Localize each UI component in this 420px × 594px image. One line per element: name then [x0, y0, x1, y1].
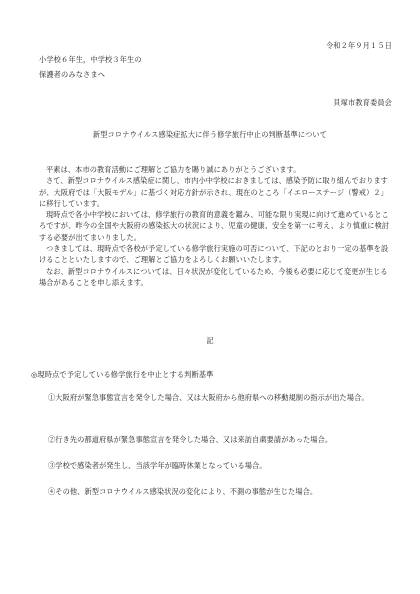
sender-name: 貝塚市教育委員会 — [333, 98, 392, 107]
criteria-item: ④その他、新型コロナウイルス感染状況の変化により、不測の事態が生じた場合。 — [48, 487, 318, 496]
recipient-line-1: 小学校６年生，中学校３年生の — [39, 55, 142, 64]
paragraph: つきましては、現時点で各校が予定している修学旅行実施の可否について、下記のとおり一定の基準を設けることといたしますので、ご理解とご協力をよろしくお願いいたします。 — [39, 244, 389, 265]
paragraph: なお、新型コロナウイルスについては、日々状況が変化しているため、今後も必要に応じて変更が生じる場合があることを申し添えます。 — [39, 266, 388, 287]
paragraph: さて、新型コロナウイルス感染症に関し、市内小中学校におきましては、感染予防に取り組んでおりますが、大阪府では「大阪モデル」に基づく対応方針が示され、現在のところ「イエローステージ（警戒）２」に移行しています。 — [39, 176, 388, 208]
document-date: 令和２年９月１５日 — [325, 41, 392, 50]
ki-heading: 記 — [206, 336, 214, 345]
document-title: 新型コロナウイルス感染症拡大に伴う修学旅行中止の判断基準について — [92, 130, 328, 139]
criteria-item: ③学校で感染者が発生し、当該学年が臨時休業となっている場合。 — [48, 461, 267, 470]
paragraph: 現時点で各小中学校においては、修学旅行の教育的意義を鑑み、可能な限り実現に向けて進めているところですが、昨今の全国や大阪府の感染拡大の状況により、児童の健康、安全を第一に考え、より慎重に検討する必要が出てまいりました。 — [39, 210, 390, 242]
criteria-item: ②行き先の都道府県が緊急事態宣言を発令した場合、又は来訪自粛要請があった場合。 — [48, 435, 333, 444]
paragraph: 平素は、本市の教育活動にご理解とご協力を賜り誠にありがとうございます。 — [46, 165, 301, 174]
body-text — [39, 164, 391, 288]
recipient-line-2: 保護者のみなさまへ — [39, 70, 106, 79]
criteria-heading: ◎現時点で予定している修学旅行を中止とする判断基準 — [31, 370, 214, 379]
criteria-item: ①大阪府が緊急事態宣言を発令した場合、又は大阪府から他府県への移動規制の指示が出た場合。 — [48, 393, 369, 402]
